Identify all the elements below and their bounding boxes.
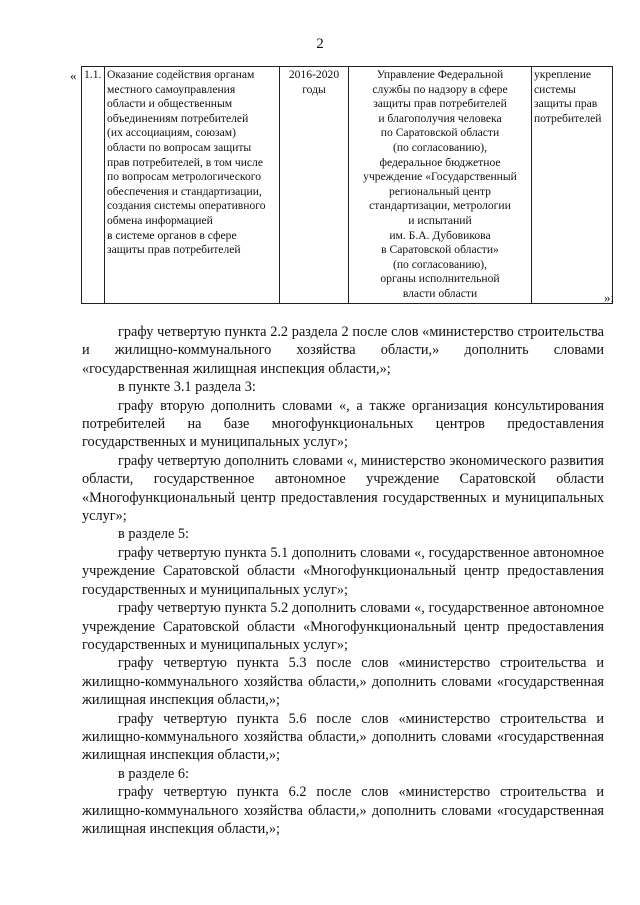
executor-line: и благополучия человека <box>378 111 502 125</box>
period-cell <box>280 67 349 304</box>
paragraph: в разделе 5: <box>118 526 190 543</box>
executor-line: защиты прав потребителей <box>373 97 507 111</box>
task-line: области и общественным <box>107 97 233 111</box>
item-number-cell: 1.1. <box>82 67 105 304</box>
task-line: объединениям потребителей <box>107 111 249 125</box>
result-line: защиты прав <box>534 97 598 111</box>
task-line: создания системы оперативного <box>107 199 266 213</box>
task-cell <box>105 67 280 304</box>
period-line: 2016-2020 <box>288 68 340 81</box>
paragraph: графу вторую дополнить словами «, а также организация консультирования потребителей на базе многофункциональных центров предоставления государственных и муниципальных услуг»; <box>82 397 604 451</box>
executor-line: службы по надзору в сфере <box>372 82 508 96</box>
paragraph: в пункте 3.1 раздела 3: <box>118 379 256 396</box>
executor-line: в Саратовской области» <box>381 243 499 257</box>
paragraph: графу четвертую пункта 5.3 после слов «министерство строительства и жилищно-коммунального хозяйства области,» дополнить словами «государственная жилищная инспекция области,»; <box>82 655 604 709</box>
page-number: 2 <box>316 36 324 52</box>
paragraph: графу четвертую пункта 5.6 после слов «министерство строительства и жилищно-коммунального хозяйства области,» дополнить словами «государственная жилищная инспекция области,»; <box>82 710 604 764</box>
executor-line: стандартизации, метрологии <box>369 199 511 213</box>
result-line: укрепление <box>534 68 592 81</box>
paragraph: графу четвертую дополнить словами «, министерство экономического развития области, государственное автономное учреждение Саратовской области «Многофункциональный центр предоставления государственных и муниципальных услуг»; <box>82 452 604 525</box>
executor-cell <box>349 67 532 304</box>
result-line: потребителей <box>534 111 602 125</box>
task-line: защиты прав потребителей <box>107 243 241 257</box>
result-line: системы <box>534 82 576 96</box>
result-cell <box>532 67 613 304</box>
task-line: местного самоуправления <box>107 82 236 96</box>
amendment-table <box>81 66 613 304</box>
executor-line: им. Б.А. Дубовикова <box>389 228 491 242</box>
paragraph: графу четвертую пункта 5.2 дополнить словами «, государственное автономное учреждение Саратовской области «Многофункциональный центр предоставления государственных и муниципальных услуг»; <box>82 600 604 653</box>
task-line: Оказание содействия органам <box>107 68 255 81</box>
executor-line: (по согласованию), <box>392 257 488 271</box>
task-line: в системе органов в сфере <box>107 228 237 242</box>
executor-line: органы исполнительной <box>380 272 500 286</box>
task-line: по вопросам метрологического <box>107 170 262 184</box>
executor-line: по Саратовской области <box>380 126 500 140</box>
table-close-quote: »; <box>604 290 615 305</box>
task-line: обмена информацией <box>107 213 213 227</box>
executor-line: (по согласованию), <box>392 140 488 154</box>
executor-line: и испытаний <box>408 213 472 227</box>
executor-line: федеральное бюджетное <box>379 155 501 169</box>
task-line: обеспечения и стандартизации, <box>107 184 262 198</box>
executor-line: учреждение «Государственный <box>363 170 517 184</box>
paragraph: графу четвертую пункта 5.1 дополнить словами «, государственное автономное учреждение Саратовской области «Многофункциональный центр предоставления государственных и муниципальных услуг»; <box>82 544 604 598</box>
executor-line: власти области <box>402 286 478 300</box>
task-line: области по вопросам защиты <box>107 140 252 154</box>
table-row <box>82 67 613 304</box>
amendment-text <box>82 323 604 838</box>
executor-line: Управление Федеральной <box>376 68 504 81</box>
paragraph: графу четвертую пункта 6.2 после слов «министерство строительства и жилищно-коммунального хозяйства области,» дополнить словами «государственная жилищная инспекция области,»; <box>82 784 604 837</box>
executor-line: региональный центр <box>389 184 491 198</box>
period-line: годы <box>302 82 326 96</box>
paragraph: графу четвертую пункта 2.2 раздела 2 после слов «министерство строительства и жилищно-коммунального хозяйства области,» дополнить словами «государственная жилищная инспекция области,»; <box>82 324 604 377</box>
task-line: (их ассоциациям, союзам) <box>107 126 236 140</box>
paragraph: в разделе 6: <box>118 765 190 782</box>
table-open-quote: « <box>70 68 77 83</box>
task-line: прав потребителей, в том числе <box>107 155 263 169</box>
